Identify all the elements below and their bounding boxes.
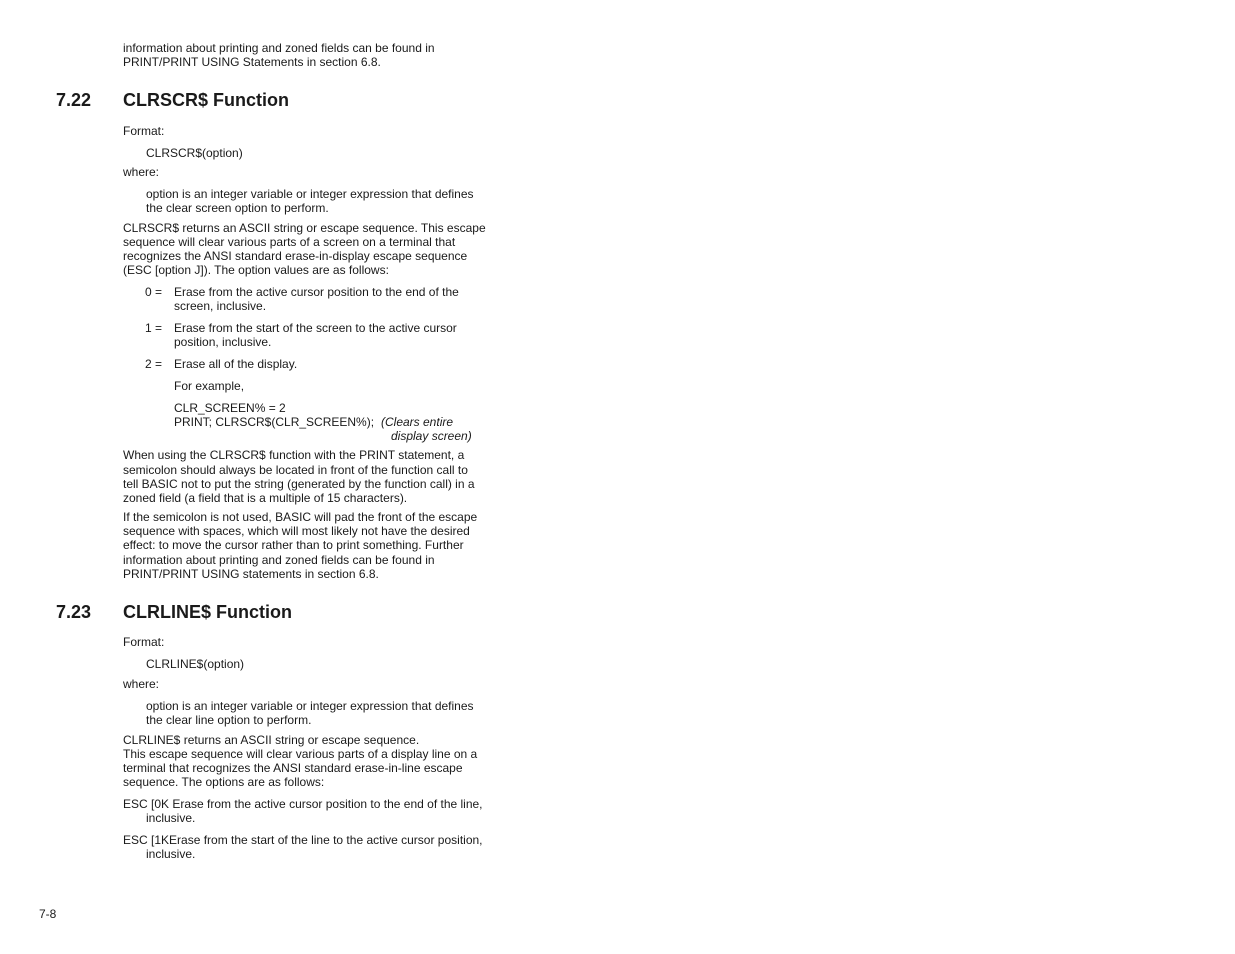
body-paragraph-line: information about printing and zoned fields can be found in [123,553,435,567]
format-code: CLRLINE$(option) [146,657,245,671]
page-number: 7-8 [39,907,57,921]
section-title: CLRLINE$ Function [123,602,292,622]
body-paragraph-line: effect: to move the cursor rather than to print something. Further [123,538,464,552]
option-key: 1 = [145,321,163,335]
esc-item: ESC [0K Erase from the active cursor position to the end of the line, [123,797,483,811]
body-paragraph-line: PRINT/PRINT USING statements in section 6.8. [123,567,379,581]
body-paragraph-line: If the semicolon is not used, BASIC will pad the front of the escape [123,510,478,524]
esc-item: ESC [1KErase from the start of the line to the active cursor position, [123,833,483,847]
body-paragraph-line: This escape sequence will clear various parts of a display line on a [123,747,478,761]
option-text: screen, inclusive. [174,299,267,313]
format-label: Format: [123,124,165,138]
format-code: CLRSCR$(option) [146,146,243,160]
body-paragraph-line: CLRLINE$ returns an ASCII string or escape sequence. [123,733,420,747]
option-description: the clear line option to perform. [146,713,312,727]
where-label: where: [123,677,160,691]
option-key: 2 = [145,357,163,371]
body-paragraph-line: zoned field (a field that is a multiple of 15 characters). [123,491,408,505]
option-key: 0 = [145,285,163,299]
section-number: 7.23 [56,602,92,622]
option-description: the clear screen option to perform. [146,201,329,215]
section-title: CLRSCR$ Function [123,90,289,110]
body-paragraph-line: sequence will clear various parts of a screen on a terminal that [123,235,456,249]
where-label: where: [123,165,160,179]
option-text: Erase from the active cursor position to the end of the [174,285,459,299]
example-code: PRINT; CLRSCR$(CLR_SCREEN%); [174,415,375,429]
format-label: Format: [123,635,165,649]
esc-item-continuation: inclusive. [146,811,196,825]
body-paragraph-line: sequence with spaces, which will most likely not have the desired [123,524,470,538]
body-paragraph-line: When using the CLRSCR$ function with the PRINT statement, a [123,448,465,462]
body-paragraph-line: (ESC [option J]). The option values are as follows: [123,263,389,277]
option-description: option is an integer variable or integer expression that defines [146,699,474,713]
body-paragraph-line: sequence. The options are as follows: [123,775,325,789]
body-paragraph-line: CLRSCR$ returns an ASCII string or escape sequence. This escape [123,221,486,235]
option-text: position, inclusive. [174,335,272,349]
body-paragraph-line: tell BASIC not to put the string (generated by the function call) in a [123,477,475,491]
option-text: Erase all of the display. [174,357,298,371]
option-description: option is an integer variable or integer expression that defines [146,187,474,201]
example-code: CLR_SCREEN% = 2 [174,401,286,415]
body-paragraph-line: semicolon should always be located in front of the function call to [123,463,468,477]
example-comment: display screen) [391,429,472,443]
section-number: 7.22 [56,90,92,110]
example-label: For example, [174,379,245,393]
example-comment: (Clears entire [381,415,454,429]
intro-line: PRINT/PRINT USING Statements in section 6.8. [123,55,381,69]
esc-item-continuation: inclusive. [146,847,196,861]
body-paragraph-line: recognizes the ANSI standard erase-in-display escape sequence [123,249,468,263]
option-text: Erase from the start of the screen to the active cursor [174,321,457,335]
intro-line: information about printing and zoned fields can be found in [123,41,435,55]
body-paragraph-line: terminal that recognizes the ANSI standard erase-in-line escape [123,761,463,775]
